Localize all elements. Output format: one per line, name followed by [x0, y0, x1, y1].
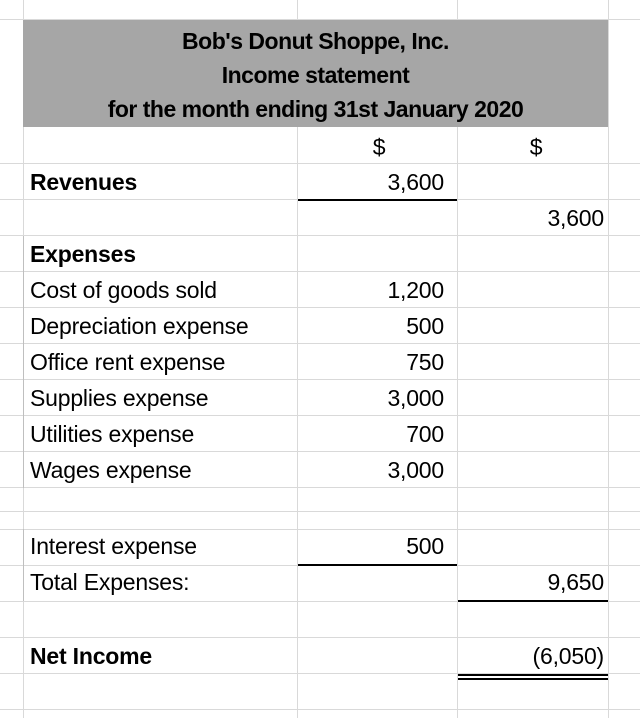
interest-amount: 500 — [406, 533, 444, 559]
expense-label: Cost of goods sold — [30, 277, 217, 303]
expense-amount: 750 — [406, 349, 444, 375]
expense-amount: 700 — [406, 421, 444, 447]
expense-label: Supplies expense — [30, 385, 209, 411]
interest-underline — [298, 564, 457, 566]
revenues-label: Revenues — [30, 169, 138, 195]
statement-title: Income statement — [221, 62, 410, 88]
currency-symbol-b: $ — [372, 134, 386, 160]
total-expenses-amount: 9,650 — [547, 569, 604, 595]
revenues-total: 3,600 — [547, 205, 604, 231]
expense-amount: 500 — [406, 313, 444, 339]
currency-symbol-c: $ — [529, 134, 543, 160]
total-expenses-underline — [458, 600, 608, 602]
net-income-amount: (6,050) — [532, 643, 604, 669]
expense-label: Office rent expense — [30, 349, 226, 375]
expenses-heading: Expenses — [30, 241, 136, 267]
expense-label: Utilities expense — [30, 421, 195, 447]
expense-amount: 1,200 — [387, 277, 444, 303]
company-name: Bob's Donut Shoppe, Inc. — [182, 28, 449, 54]
net-income-underline-1 — [458, 674, 608, 676]
revenues-underline — [298, 199, 457, 201]
expense-amount: 3,000 — [387, 457, 444, 483]
statement-period: for the month ending 31st January 2020 — [107, 96, 524, 122]
total-expenses-label: Total Expenses: — [30, 569, 190, 595]
expense-label: Depreciation expense — [30, 313, 249, 339]
net-income-underline-2 — [458, 678, 608, 680]
revenues-amount: 3,600 — [387, 169, 444, 195]
expense-label: Wages expense — [30, 457, 192, 483]
interest-block-border — [23, 529, 24, 601]
expense-amount: 3,000 — [387, 385, 444, 411]
net-income-label: Net Income — [30, 643, 152, 669]
expense-block-border — [23, 236, 24, 488]
interest-label: Interest expense — [30, 533, 197, 559]
